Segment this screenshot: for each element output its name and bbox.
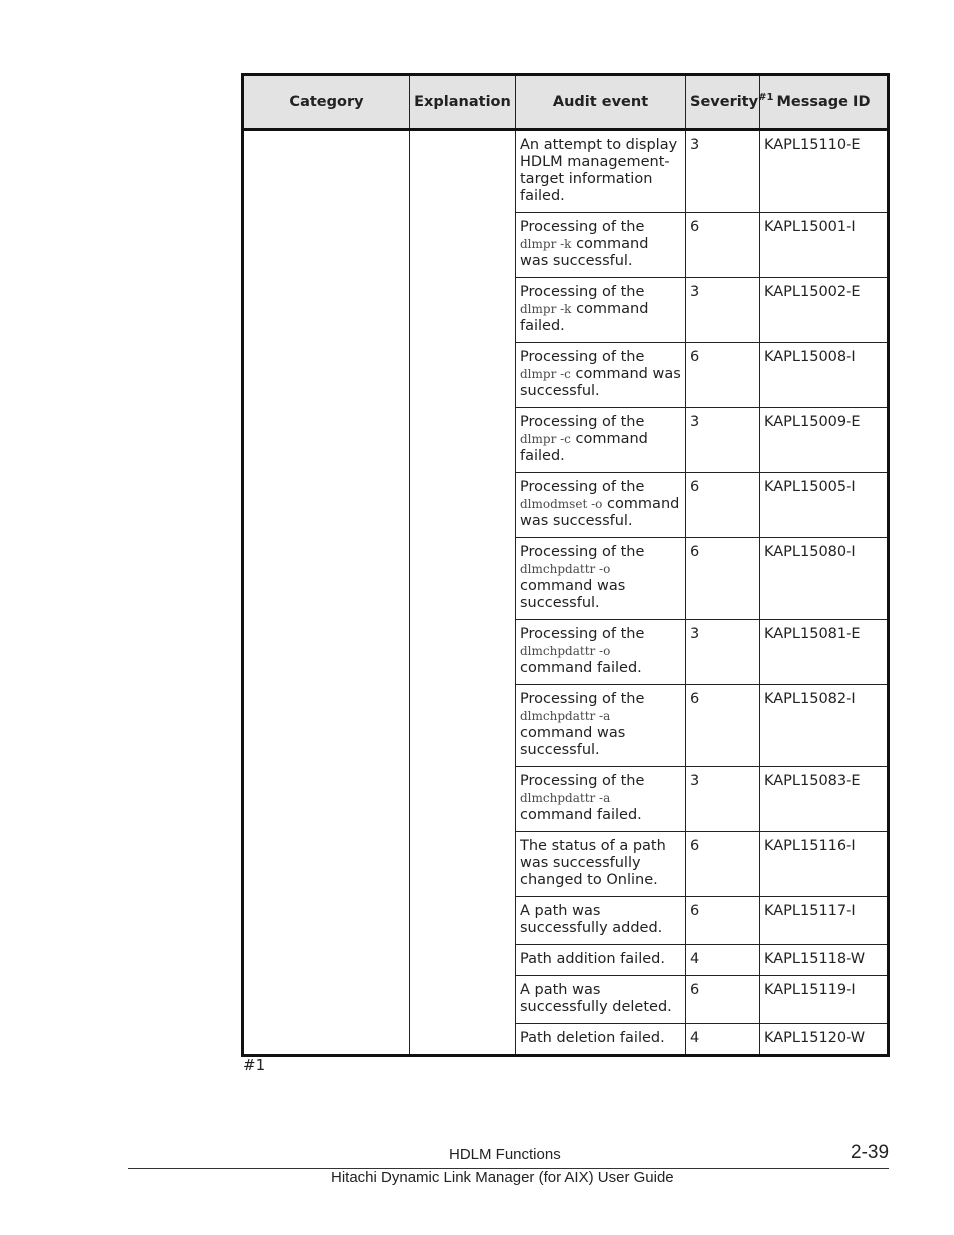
audit-event-cell <box>516 976 686 1024</box>
severity-cell: 3 <box>686 130 760 213</box>
message-id-cell: KAPL15082-I <box>760 685 889 767</box>
severity-cell: 4 <box>686 1024 760 1056</box>
audit-event-text: Processing of the <box>520 773 645 789</box>
message-id-cell: KAPL15081-E <box>760 620 889 685</box>
audit-event-text: An attempt to display HDLM management-target information failed. <box>520 137 678 204</box>
audit-event-text: Processing of the <box>520 349 645 365</box>
audit-event-cell <box>516 620 686 685</box>
audit-event-text-suffix: command was successful. <box>520 236 649 269</box>
audit-event-text-suffix: command failed. <box>520 660 642 676</box>
footnote-marker: #1 <box>243 1056 266 1074</box>
audit-event-text: Processing of the <box>520 544 645 560</box>
audit-event-text: Path deletion failed. <box>520 1030 665 1046</box>
command-name: dlmchpdattr -a <box>520 709 611 723</box>
severity-cell: 3 <box>686 408 760 473</box>
audit-event-cell <box>516 897 686 945</box>
severity-cell: 6 <box>686 832 760 897</box>
audit-event-text-suffix: command failed. <box>520 807 642 823</box>
audit-event-text: Processing of the <box>520 626 645 642</box>
audit-event-cell <box>516 130 686 213</box>
header-explanation: Explanation <box>410 75 516 130</box>
severity-cell: 4 <box>686 945 760 976</box>
audit-event-cell <box>516 408 686 473</box>
footer-section-title: HDLM Functions <box>449 1146 561 1163</box>
audit-event-cell <box>516 685 686 767</box>
category-cell <box>243 130 410 1056</box>
severity-cell: 3 <box>686 620 760 685</box>
command-name: dlmpr -k <box>520 302 572 316</box>
audit-event-cell <box>516 278 686 343</box>
severity-cell: 6 <box>686 473 760 538</box>
message-id-cell: KAPL15116-I <box>760 832 889 897</box>
audit-event-table <box>241 73 890 1057</box>
audit-event-cell <box>516 213 686 278</box>
audit-event-cell <box>516 343 686 408</box>
audit-event-text-suffix: command was successful. <box>520 366 681 399</box>
message-id-cell: KAPL15117-I <box>760 897 889 945</box>
command-name: dlmchpdattr -a <box>520 791 611 805</box>
audit-event-text: Path addition failed. <box>520 951 665 967</box>
command-name: dlmodmset -o <box>520 497 603 511</box>
table-header-row <box>243 75 889 130</box>
page-number: 2-39 <box>851 1142 890 1163</box>
audit-event-text: Processing of the <box>520 284 645 300</box>
audit-event-text-suffix: command was successful. <box>520 496 680 529</box>
severity-cell: 6 <box>686 538 760 620</box>
footer-book-title: Hitachi Dynamic Link Manager (for AIX) User Guide <box>331 1169 674 1186</box>
header-message-id: Message ID <box>760 75 889 130</box>
severity-cell: 6 <box>686 685 760 767</box>
message-id-cell: KAPL15118-W <box>760 945 889 976</box>
message-id-cell: KAPL15008-I <box>760 343 889 408</box>
audit-event-text: A path was successfully deleted. <box>520 982 672 1015</box>
severity-cell: 3 <box>686 278 760 343</box>
audit-event-cell <box>516 945 686 976</box>
audit-event-text: Processing of the <box>520 219 645 235</box>
header-audit-event: Audit event <box>516 75 686 130</box>
header-severity-label: Severity <box>690 93 759 110</box>
audit-event-text: A path was successfully added. <box>520 903 663 936</box>
message-id-cell: KAPL15110-E <box>760 130 889 213</box>
command-name: dlmpr -c <box>520 367 571 381</box>
message-id-cell: KAPL15080-I <box>760 538 889 620</box>
explanation-cell <box>410 130 516 1056</box>
message-id-cell: KAPL15119-I <box>760 976 889 1024</box>
command-name: dlmchpdattr -o <box>520 562 611 576</box>
message-id-cell: KAPL15120-W <box>760 1024 889 1056</box>
severity-cell: 6 <box>686 976 760 1024</box>
audit-event-cell <box>516 832 686 897</box>
header-severity-note: #1 <box>758 91 774 103</box>
audit-event-text: Processing of the <box>520 691 645 707</box>
severity-cell: 3 <box>686 767 760 832</box>
severity-cell: 6 <box>686 343 760 408</box>
table-body <box>243 130 889 1056</box>
audit-event-text-suffix: command failed. <box>520 431 648 464</box>
command-name: dlmpr -k <box>520 237 572 251</box>
table-row <box>243 130 889 213</box>
severity-cell: 6 <box>686 213 760 278</box>
audit-event-text: The status of a path was successfully changed to Online. <box>520 838 666 888</box>
message-id-cell: KAPL15005-I <box>760 473 889 538</box>
audit-event-cell <box>516 473 686 538</box>
message-id-cell: KAPL15002-E <box>760 278 889 343</box>
header-category: Category <box>243 75 410 130</box>
audit-event-text: Processing of the <box>520 479 645 495</box>
audit-event-cell <box>516 767 686 832</box>
audit-event-text-suffix: command failed. <box>520 301 649 334</box>
audit-event-text-suffix: command was successful. <box>520 725 626 758</box>
audit-event-cell <box>516 1024 686 1056</box>
message-id-cell: KAPL15083-E <box>760 767 889 832</box>
audit-event-cell <box>516 538 686 620</box>
message-id-cell: KAPL15001-I <box>760 213 889 278</box>
audit-event-text: Processing of the <box>520 414 645 430</box>
audit-event-text-suffix: command was successful. <box>520 578 626 611</box>
severity-cell: 6 <box>686 897 760 945</box>
header-severity <box>686 75 774 130</box>
command-name: dlmpr -c <box>520 432 571 446</box>
command-name: dlmchpdattr -o <box>520 644 611 658</box>
message-id-cell: KAPL15009-E <box>760 408 889 473</box>
